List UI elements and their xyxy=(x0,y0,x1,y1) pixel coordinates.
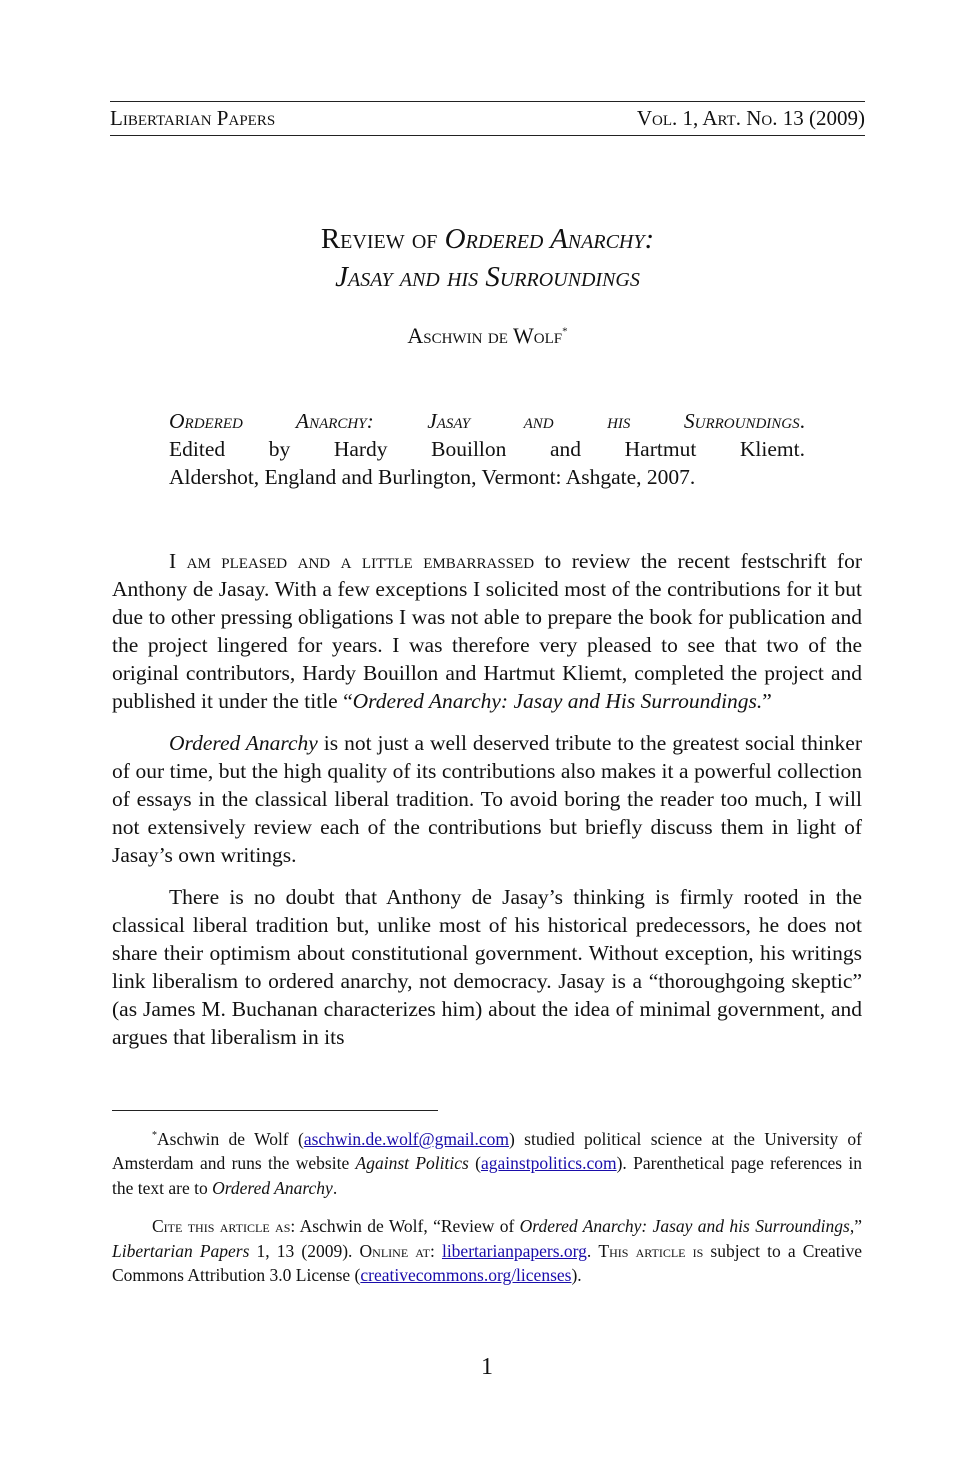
author-email-link[interactable]: aschwin.de.wolf@gmail.com xyxy=(303,1128,509,1149)
author-footnote-mark[interactable]: * xyxy=(562,325,568,338)
footnotes xyxy=(112,1124,862,1302)
book-ref-editors: Edited by Hardy Bouillon and Hartmut Kliemt. xyxy=(169,437,805,461)
cite-book-title: Ordered Anarchy: Jasay and his Surroundings xyxy=(519,1216,850,1237)
footnote-divider xyxy=(112,1110,438,1111)
title-prefix: Review of xyxy=(320,223,445,255)
book-ref-title: Ordered Anarchy: Jasay and his Surroundings xyxy=(169,409,800,433)
title-line-2 xyxy=(110,258,865,296)
paragraph-2-text: is not just a well deserved tribute to the greatest social thinker of our time, but the high quality of its contributions also makes it a powerful collection of essays in the classical liberal tradition. To avoid boring the reader too much, I will not extensively review each of the contributions but briefly discuss them in light of Jasay’s own writings. xyxy=(112,731,862,867)
paragraph-2 xyxy=(112,729,862,869)
title-book-name: Ordered Anarchy: xyxy=(444,223,655,255)
cite-label: Cite this article as xyxy=(152,1216,291,1237)
paragraph-1-end: ” xyxy=(762,689,772,713)
online-label: Online at xyxy=(359,1240,430,1261)
footnote-text-d: ). Parenthetical page references in the text are to xyxy=(112,1153,863,1198)
author-footnote xyxy=(112,1124,862,1200)
paragraph-2-italic-title: Ordered Anarchy xyxy=(169,731,318,755)
volume-info: Vol. 1, Art. No. 13 (2009) xyxy=(636,106,865,130)
opening-smallcaps: I am pleased and a little embarrassed xyxy=(169,549,535,573)
footnote-text-a: Aschwin de Wolf ( xyxy=(157,1128,304,1149)
paragraph-3-text: There is no doubt that Anthony de Jasay’s thinking is firmly rooted in the classical liberal tradition but, unlike most of his historical predecessors, he does not share their optimism about constitutional government. Without exception, his writings link liberalism to ordered anarchy, not democracy. Jasay is a “thoroughgoing skeptic” (as James M. Buchanan characterizes him) about the idea of minimal government, and argues that liberalism in its xyxy=(112,885,862,1049)
paragraph-1-text: to review the recent festschrift for Anthony de Jasay. With a few exceptions I solicited most of the contributions for it but due to other pressing obligations I was not able to prepare the book for publication and the project lingered for years. I was therefore very pleased to see that two of the original contributors, Hardy Bouillon and Hartmut Kliemt, completed the project and published it under the title “ xyxy=(112,549,862,713)
journal-link[interactable]: libertarianpapers.org xyxy=(441,1240,587,1261)
license-text: subject to a Creative Commons Attribution 3.0 License ( xyxy=(112,1240,862,1286)
book-ref-title-end: . xyxy=(799,409,805,433)
paragraph-3 xyxy=(112,883,862,1051)
paragraph-1-italic-title: Ordered Anarchy: Jasay and His Surroundings. xyxy=(352,689,763,713)
running-head xyxy=(110,101,865,136)
footnote-text-c: ( xyxy=(468,1153,481,1174)
cite-journal: Libertarian Papers xyxy=(112,1240,250,1261)
citation-note xyxy=(112,1214,862,1288)
license-link[interactable]: creativecommons.org/licenses xyxy=(360,1265,572,1286)
author-byline xyxy=(110,323,865,349)
author-name: Aschwin de Wolf xyxy=(407,323,563,348)
website-link[interactable]: againstpolitics.com xyxy=(481,1153,617,1174)
footnote-site-name: Against Politics xyxy=(355,1153,469,1174)
online-sep: : xyxy=(429,1240,442,1261)
book-ref-publisher: Aldershot, England and Burlington, Vermont: Ashgate, 2007. xyxy=(169,465,696,489)
cite-text-c: 1, 13 (2009). xyxy=(249,1240,360,1261)
license-label: This article is xyxy=(598,1240,704,1261)
footnote-text-e: . xyxy=(332,1177,338,1198)
license-end: ). xyxy=(571,1265,582,1286)
title-book-subtitle-b: Surroundings xyxy=(485,261,640,293)
book-ref-title-line xyxy=(169,407,805,435)
article-body xyxy=(112,547,862,1065)
journal-name: Libertarian Papers xyxy=(110,106,276,130)
cite-text-a: : Aschwin de Wolf, “Review of xyxy=(290,1216,520,1237)
footnote-text-b: ) studied political science at the University of Amsterdam and runs the website xyxy=(112,1128,862,1174)
online-end: . xyxy=(586,1240,599,1261)
title-line-1 xyxy=(110,220,865,258)
title-book-subtitle-a: Jasay and his xyxy=(335,261,486,293)
book-reference xyxy=(169,407,805,491)
paragraph-1 xyxy=(112,547,862,715)
footnote-mark: * xyxy=(152,1130,157,1141)
page-number: 1 xyxy=(481,1354,493,1380)
article-title xyxy=(110,220,865,296)
footnote-book-name: Ordered Anarchy xyxy=(212,1177,333,1198)
cite-text-b: ,” xyxy=(849,1216,862,1237)
